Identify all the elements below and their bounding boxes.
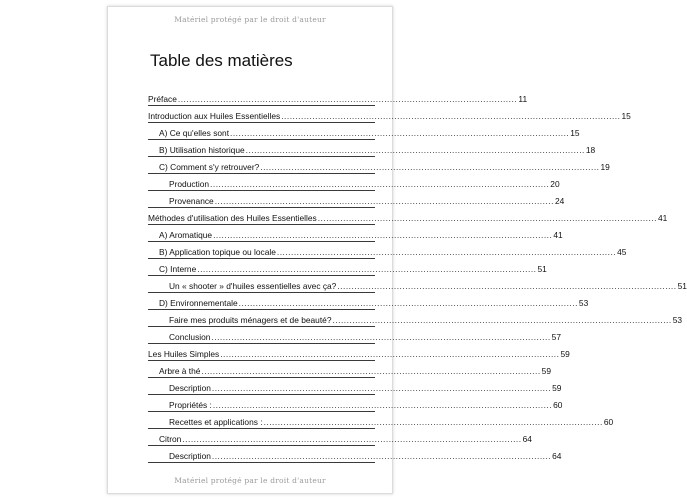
toc-entry	[148, 446, 562, 463]
toc-entry-page-number: 15	[570, 128, 580, 138]
toc-entry	[148, 157, 610, 174]
toc-entry-label: Méthodes d'utilisation des Huiles Essentielles	[148, 213, 317, 223]
toc-entry-page-number: 59	[560, 349, 570, 359]
dot-leader: ........................................................................................................................	[281, 111, 621, 121]
toc-entry	[148, 174, 560, 191]
dot-leader: ........................................................................................................................	[212, 400, 553, 410]
toc-entry-page-number: 24	[554, 196, 565, 206]
toc-entry	[148, 293, 589, 310]
toc-entry-label: Faire mes produits ménagers et de beauté?	[169, 315, 332, 325]
toc-entry-page-number: 59	[541, 366, 551, 376]
toc-entry-label: Description	[169, 383, 211, 393]
dot-leader: ........................................................................................................................	[332, 315, 672, 325]
toc-entry-label: Provenance	[169, 196, 214, 206]
toc-entry	[148, 327, 561, 344]
toc-entry-label: Propriétés :	[169, 400, 212, 410]
toc-entry	[148, 140, 596, 157]
toc-entry-page-number: 51	[537, 264, 547, 274]
toc-entry-label: Un « shooter » d'huiles essentielles avec ça?	[169, 281, 337, 291]
toc-entry-page-number: 51	[677, 281, 687, 291]
page-title: Table des matières	[150, 51, 293, 70]
dot-leader: ........................................................................................................................	[263, 417, 603, 427]
footer-watermark: Matériel protégé par le droit d'auteur	[174, 476, 326, 485]
toc-entry-label: A) Ce qu'elles sont	[159, 128, 230, 138]
toc-entry	[148, 89, 528, 106]
toc-entry	[148, 123, 580, 140]
toc-entry	[148, 242, 627, 259]
toc-entry-page-number: 64	[552, 451, 562, 461]
dot-leader: ........................................................................................................................	[182, 434, 522, 444]
toc-entry-page-number: 41	[657, 213, 668, 223]
toc-entry-page-number: 64	[522, 434, 532, 444]
toc-entry-label: Conclusion	[169, 332, 211, 342]
toc-entry-page-number: 11	[518, 94, 528, 104]
toc-entry-label: Arbre à thé	[159, 366, 201, 376]
toc-entry	[148, 276, 687, 293]
toc-entry-page-number: 15	[621, 111, 631, 121]
toc-entry	[148, 208, 668, 225]
toc-entry	[148, 361, 551, 378]
dot-leader: ........................................................................................................................	[197, 264, 537, 274]
toc-entry-label: D) Environnementale	[159, 298, 238, 308]
toc-entry	[148, 259, 547, 276]
dot-leader: ........................................................................................................................	[317, 213, 657, 223]
toc-entry	[148, 310, 683, 327]
dot-leader: ........................................................................................................................	[220, 349, 560, 359]
dot-leader: ........................................................................................................................	[213, 230, 553, 240]
dot-leader: ........................................................................................................................	[230, 128, 570, 138]
toc-entry-label: B) Utilisation historique	[159, 145, 245, 155]
toc-entry	[148, 225, 563, 242]
dot-leader: ........................................................................................................................	[337, 281, 677, 291]
toc-entry-page-number: 57	[551, 332, 561, 342]
toc-entry-page-number: 41	[553, 230, 563, 240]
dot-leader: ........................................................................................................................	[211, 451, 552, 461]
dot-leader: ........................................................................................................................	[214, 196, 554, 206]
toc-entry-page-number: 60	[553, 400, 563, 410]
toc-entry-label: Introduction aux Huiles Essentielles	[148, 111, 281, 121]
toc-entry-label: B) Application topique ou locale	[159, 247, 276, 257]
toc-entry	[148, 106, 631, 123]
toc-entry-page-number: 45	[617, 247, 627, 257]
toc-entry-page-number: 53	[578, 298, 589, 308]
toc-entry	[148, 429, 532, 446]
dot-leader: ........................................................................................................................	[201, 366, 541, 376]
toc-entry-label: Préface	[148, 94, 177, 104]
toc-entry-label: Les Huiles Simples	[148, 349, 220, 359]
dot-leader: ........................................................................................................................	[177, 94, 518, 104]
toc-entry-label: Production	[169, 179, 210, 189]
dot-leader: ........................................................................................................................	[238, 298, 578, 308]
dot-leader: ........................................................................................................................	[211, 332, 551, 342]
toc-entry-page-number: 53	[672, 315, 683, 325]
toc-entry	[148, 395, 563, 412]
toc-entry-page-number: 18	[585, 145, 596, 155]
toc-entry-page-number: 19	[600, 162, 610, 172]
toc-entry-label: Recettes et applications :	[169, 417, 263, 427]
dot-leader: ........................................................................................................................	[276, 247, 617, 257]
toc-entry-label: A) Aromatique	[159, 230, 213, 240]
toc-entry-label: C) Comment s'y retrouver?	[159, 162, 260, 172]
dot-leader: ........................................................................................................................	[211, 383, 552, 393]
toc-entry	[148, 378, 562, 395]
toc-entry-label: Description	[169, 451, 211, 461]
dot-leader: ........................................................................................................................	[260, 162, 600, 172]
toc-entry	[148, 344, 570, 361]
toc-entry	[148, 191, 565, 208]
toc-entry-page-number: 20	[550, 179, 560, 189]
table-of-contents	[148, 89, 687, 463]
toc-entry-label: Citron	[159, 434, 182, 444]
dot-leader: ........................................................................................................................	[210, 179, 550, 189]
toc-entry-label: C) Interne	[159, 264, 197, 274]
toc-entry-page-number: 60	[603, 417, 614, 427]
book-page	[107, 6, 687, 494]
dot-leader: ........................................................................................................................	[245, 145, 585, 155]
toc-entry-page-number: 59	[552, 383, 562, 393]
header-watermark: Matériel protégé par le droit d'auteur	[174, 15, 326, 24]
toc-entry	[148, 412, 614, 429]
